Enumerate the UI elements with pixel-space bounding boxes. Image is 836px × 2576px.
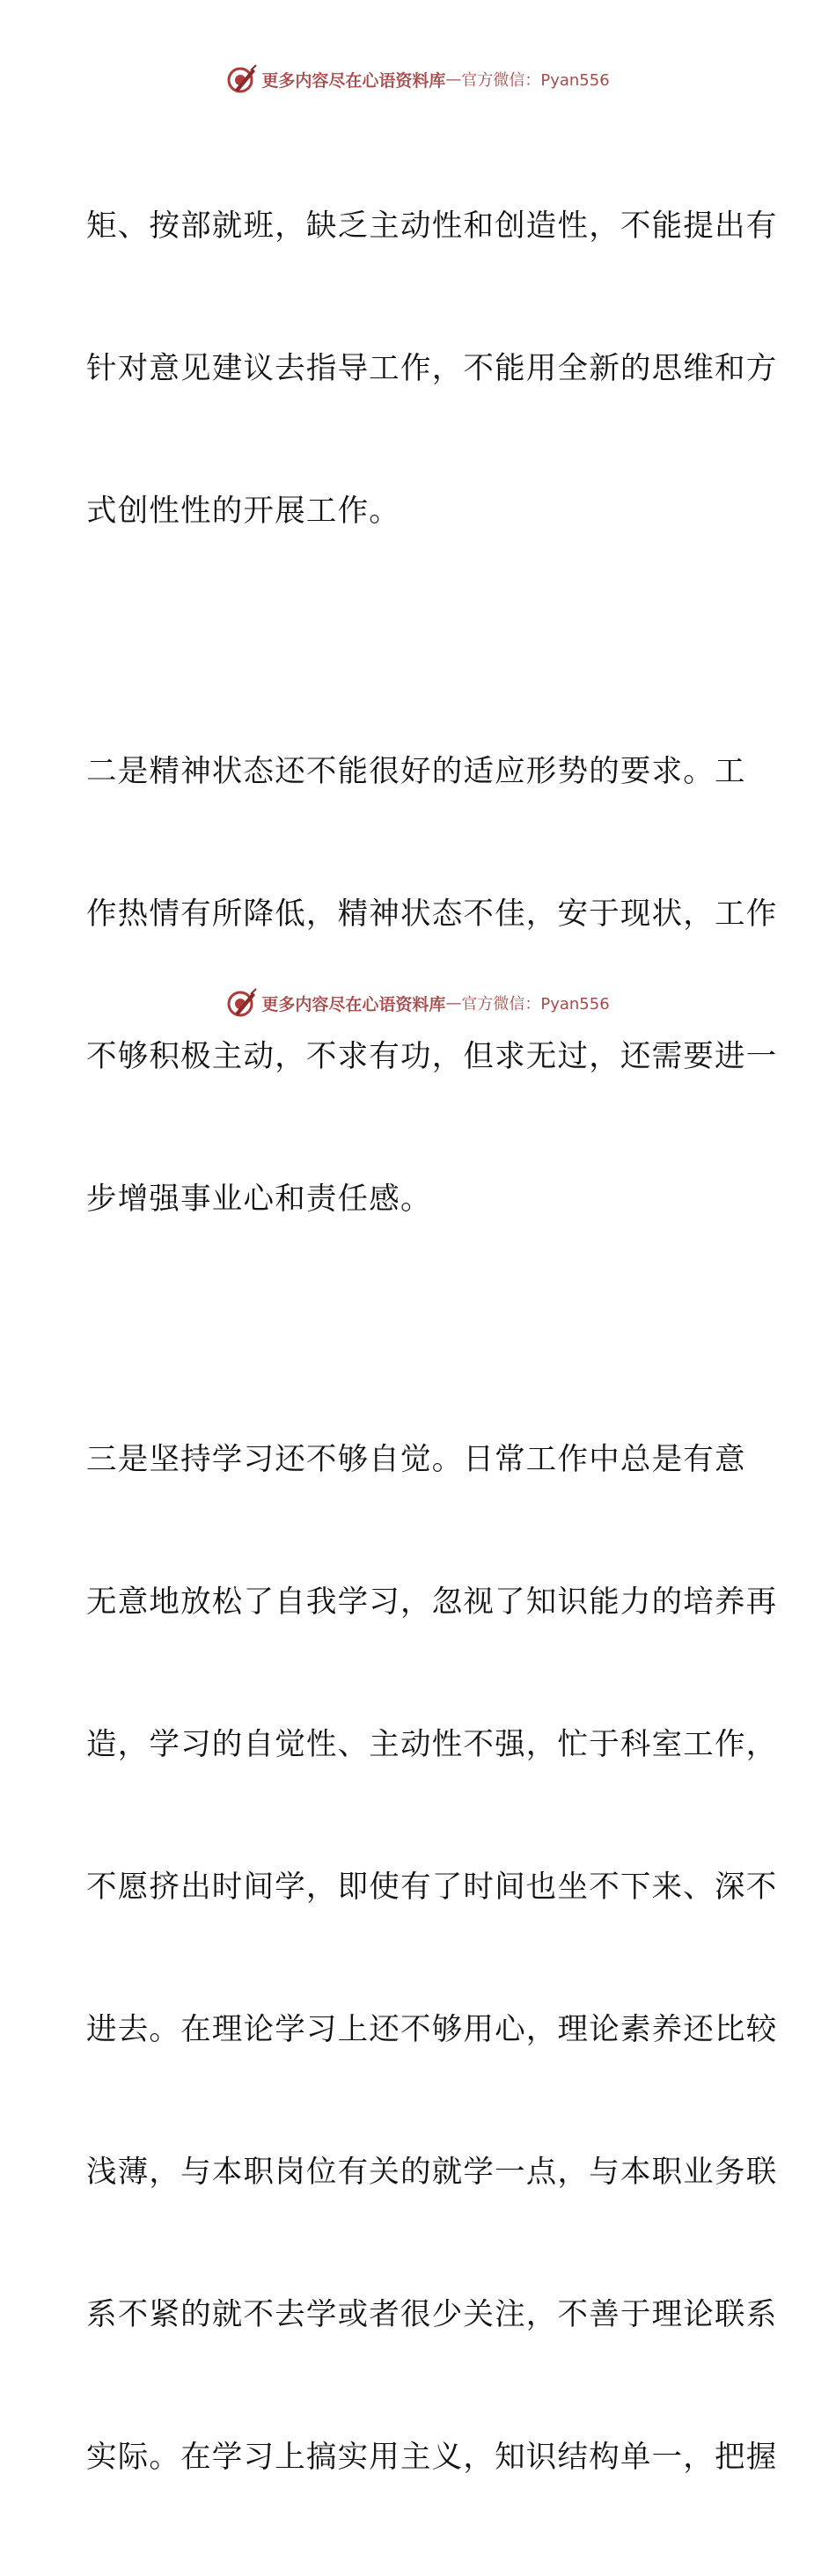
text-line: 造，学习的自觉性、主动性不强，忙于科室工作， — [86, 1727, 778, 1762]
text-line: 式创性性的开展工作。 — [86, 494, 400, 529]
header-brand: 更多内容尽在心语资料库 — [261, 70, 446, 91]
text-line: 步增强事业心和责任感。 — [86, 1182, 432, 1217]
text-line: 矩、按部就班，缺乏主动性和创造性，不能提出有 — [86, 209, 778, 244]
document-body — [86, 107, 778, 2576]
paragraph-3 — [86, 1341, 778, 2576]
footer-banner — [0, 984, 836, 1022]
header-dash: — — [445, 70, 462, 89]
header-contact: 官方微信：Pyan556 — [461, 71, 610, 90]
text-line: 二是精神状态还不能很好的适应形势的要求。工 — [86, 754, 746, 789]
text-line: 作热情有所降低，精神状态不佳，安于现状，工作 — [86, 896, 778, 932]
text-line: 三是坚持学习还不够自觉。日常工作中总是有意 — [86, 1442, 746, 1477]
paragraph-1 — [86, 107, 778, 630]
text-line: 进去。在理论学习上还不够用心，理论素养还比较 — [86, 2012, 778, 2047]
text-line: 无意地放松了自我学习，忽视了知识能力的培养再 — [86, 1584, 778, 1620]
text-line: 系不紧的就不去学或者很少关注，不善于理论联系 — [86, 2297, 778, 2332]
footer-contact: 官方微信：Pyan556 — [461, 995, 610, 1014]
footer-dash: — — [445, 993, 462, 1013]
footer-brand: 更多内容尽在心语资料库 — [261, 994, 446, 1014]
header-banner — [0, 60, 836, 99]
quill-pen-logo-icon — [226, 987, 258, 1019]
text-line: 针对意见建议去指导工作，不能用全新的思维和方 — [86, 351, 778, 386]
quill-pen-logo-icon — [226, 63, 258, 95]
text-line: 浅薄，与本职岗位有关的就学一点，与本职业务联 — [86, 2155, 778, 2190]
text-line: 不够积极主动，不求有功，但求无过，还需要进一 — [86, 1039, 778, 1074]
text-line: 实际。在学习上搞实用主义，知识结构单一，把握 — [86, 2440, 778, 2475]
text-line: 不愿挤出时间学，即使有了时间也坐不下来、深不 — [86, 1870, 778, 1905]
